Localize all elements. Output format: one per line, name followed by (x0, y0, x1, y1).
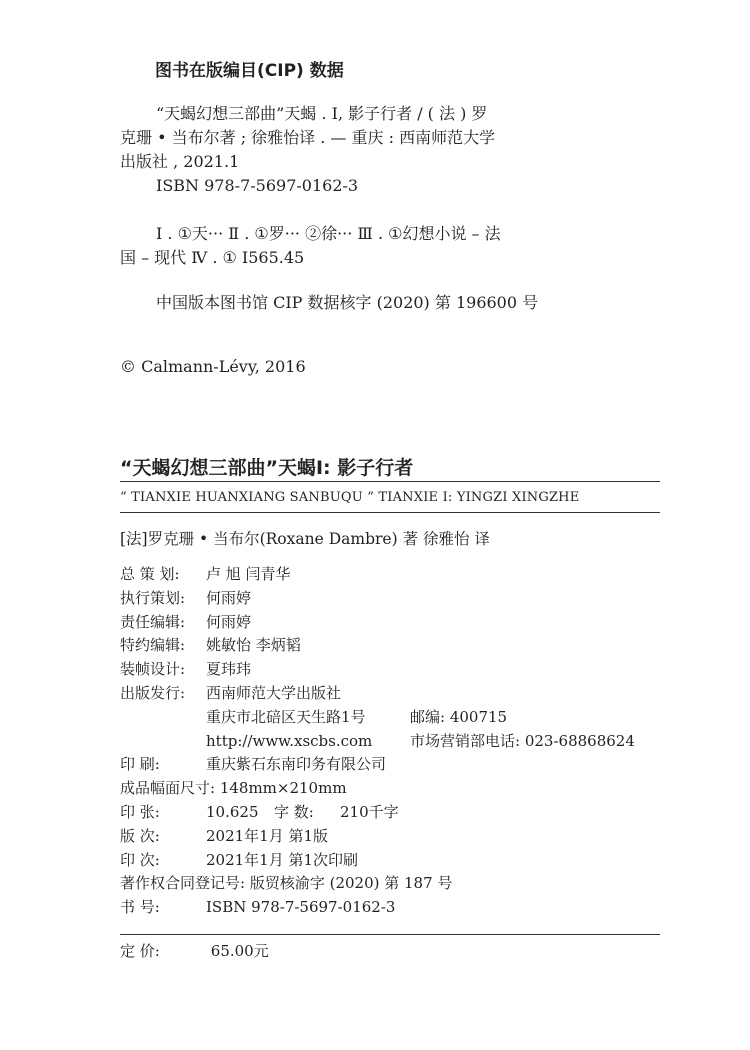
sheets-value: 10.625 (206, 802, 259, 821)
contact-row (120, 730, 635, 754)
credit-row (120, 611, 635, 635)
credit-value: 夏玮玮 (206, 660, 252, 679)
credit-label: 装帧设计: (120, 660, 186, 679)
cip-heading: 图书在版编目(CIP) 数据 (155, 61, 344, 81)
edition-row (120, 825, 635, 849)
price-rule (120, 934, 660, 935)
publisher-name: 西南师范大学出版社 (206, 683, 342, 702)
size-value: 成品幅面尺寸: 148mm×210mm (120, 779, 347, 798)
credit-row (120, 563, 635, 587)
contract-value: 著作权合同登记号: 版贸核渝字 (2020) 第 187 号 (120, 874, 453, 893)
publisher-row (120, 682, 635, 706)
cip-record (120, 102, 495, 198)
cip-line-2: 克珊 • 当布尔著 ; 徐雅怡译 . — 重庆 : 西南师范大学 (120, 128, 496, 147)
copyright: © Calmann-Lévy, 2016 (120, 357, 306, 376)
credit-row (120, 634, 635, 658)
price-row (120, 940, 269, 961)
words-value: 210千字 (340, 802, 399, 821)
price-label: 定 价: (120, 942, 160, 960)
isbn-row (120, 896, 635, 920)
cip-class-line-2: 国 – 现代 Ⅳ . ① I565.45 (120, 248, 305, 267)
credit-row (120, 587, 635, 611)
publisher-postcode: 邮编: 400715 (410, 707, 508, 726)
credit-value: 姚敏怡 李炳韬 (206, 636, 301, 655)
credit-label: 特约编辑: (120, 636, 186, 655)
isbn-value: ISBN 978-7-5697-0162-3 (206, 898, 396, 917)
size-row (120, 777, 635, 801)
publisher-phone: 市场营销部电话: 023-68868624 (410, 731, 635, 750)
cip-isbn: ISBN 978-7-5697-0162-3 (156, 176, 359, 195)
printer-row (120, 753, 635, 777)
credits-block (120, 563, 635, 920)
credit-label: 总 策 划: (120, 565, 180, 583)
printing-row (120, 849, 635, 873)
sheets-row (120, 801, 635, 825)
publisher-website: http://www.xscbs.com (206, 731, 373, 750)
pinyin-rule (120, 512, 660, 513)
edition-value: 2021年1月 第1版 (206, 826, 329, 845)
printing-label: 印 次: (120, 850, 160, 869)
authors-line: [法]罗克珊 • 当布尔(Roxane Dambre) 著 徐雅怡 译 (120, 530, 490, 548)
credit-value: 何雨婷 (206, 588, 252, 607)
book-pinyin-title: “ TIANXIE HUANXIANG SANBUQU ” TIANXIE I: YINGZI XINGZHE (120, 490, 580, 505)
cip-line-3: 出版社 , 2021.1 (120, 152, 240, 171)
credit-value: 卢 旭 闫青华 (206, 565, 291, 583)
printing-value: 2021年1月 第1次印刷 (206, 850, 359, 869)
credit-value: 何雨婷 (206, 612, 252, 631)
credit-label: 执行策划: (120, 588, 186, 607)
publisher-label: 出版发行: (120, 683, 186, 702)
cip-class-line-1: Ⅰ . ①天··· Ⅱ . ①罗··· ②徐··· Ⅲ . ①幻想小说 – 法 (156, 224, 501, 243)
words-label: 字 数: (274, 802, 314, 821)
cip-verification: 中国版本图书馆 CIP 数据核字 (2020) 第 196600 号 (156, 293, 539, 312)
isbn-label: 书 号: (120, 898, 160, 917)
contract-row (120, 872, 635, 896)
credit-row (120, 658, 635, 682)
printer-value: 重庆紫石东南印务有限公司 (206, 755, 387, 774)
publisher-address: 重庆市北碚区天生路1号 (206, 707, 366, 726)
book-title: “天蝎幻想三部曲”天蝎Ⅰ: 影子行者 (120, 457, 414, 479)
title-rule (120, 481, 660, 482)
sheets-label: 印 张: (120, 802, 160, 821)
address-row (120, 706, 635, 730)
cip-line-1: “天蝎幻想三部曲”天蝎 . Ⅰ, 影子行者 / ( 法 ) 罗 (156, 104, 488, 123)
price-value: 65.00元 (210, 942, 269, 960)
credit-label: 责任编辑: (120, 612, 186, 631)
cip-classification (120, 222, 501, 270)
printer-label: 印 刷: (120, 755, 160, 774)
edition-label: 版 次: (120, 826, 160, 845)
